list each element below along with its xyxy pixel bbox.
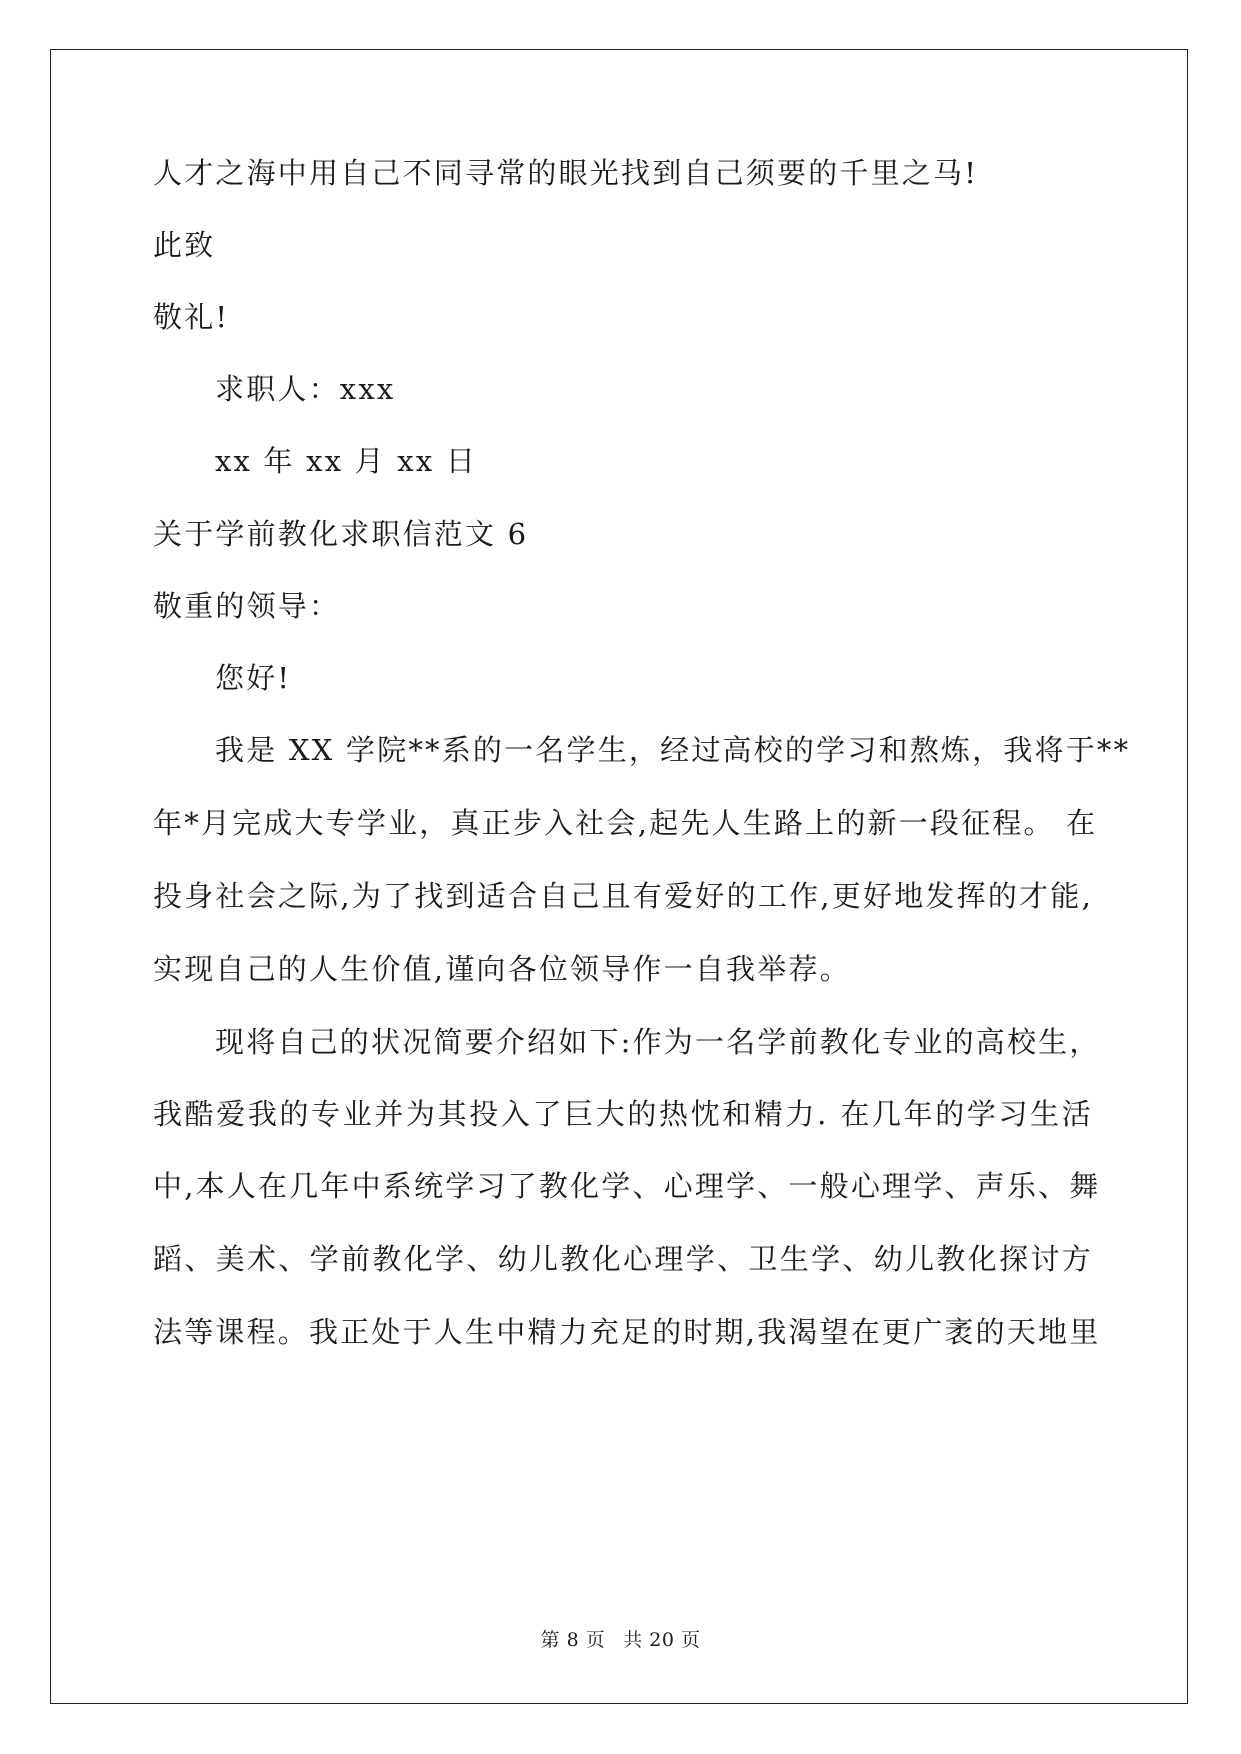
page-total: 共 20 页 [623, 1629, 701, 1651]
page-footer [0, 1628, 1241, 1652]
page-number: 第 8 页 [540, 1629, 606, 1651]
paragraph-2-line-5: 法等课程。我正处于人生中精力充足的时期,我渴望在更广袤的天地里 [153, 1315, 1101, 1349]
applicant-line: 求职人：xxx [215, 372, 396, 406]
paragraph-1-line-3: 投身社会之际,为了找到适合自己且有爱好的工作,更好地发挥的才能, [153, 879, 1093, 913]
paragraph-2-line-2: 我酷爱我的专业并为其投入了巨大的热忱和精力. 在几年的学习生活 [153, 1097, 1093, 1131]
hello-line: 您好! [215, 661, 292, 695]
paragraph-1-line-1: 我是 XX 学院**系的一名学生，经过高校的学习和熬炼，我将于** [215, 733, 1131, 767]
paragraph-2-line-1: 现将自己的状况简要介绍如下:作为一名学前教化专业的高校生， [215, 1025, 1101, 1059]
paragraph-2-line-4: 蹈、美术、学前教化学、幼儿教化心理学、卫生学、幼儿教化探讨方 [153, 1242, 1093, 1276]
text-line-1: 人才之海中用自己不同寻常的眼光找到自己须要的千里之马! [153, 156, 979, 190]
date-line: xx 年 xx 月 xx 日 [215, 444, 478, 478]
paragraph-1-line-2: 年*月完成大专学业，真正步入社会,起先人生路上的新一段征程。 在 [153, 806, 1098, 840]
salutation-line: 敬礼! [153, 300, 230, 334]
paragraph-2-line-3: 中,本人在几年中系统学习了教化学、心理学、一般心理学、声乐、舞 [153, 1169, 1101, 1203]
greeting-line: 敬重的领导： [153, 589, 341, 623]
paragraph-1-line-4: 实现自己的人生价值,谨向各位领导作一自我举荐。 [153, 952, 851, 986]
section-title: 关于学前教化求职信范文 6 [153, 517, 529, 551]
closing-line: 此致 [153, 228, 216, 262]
